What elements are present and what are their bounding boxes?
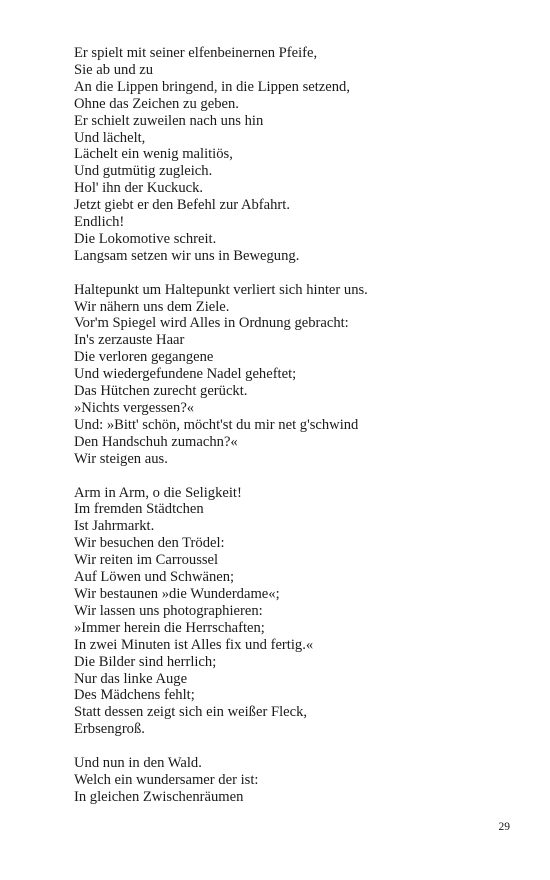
- poem-line: Ist Jahrmarkt.: [74, 518, 155, 535]
- poem-line: »Immer herein die Herrschaften;: [74, 619, 265, 636]
- poem-line: Wir reiten im Carroussel: [74, 552, 219, 569]
- stanza: [74, 755, 514, 806]
- poem-line: In gleichen Zwischenräumen: [74, 788, 244, 805]
- poem-line: Und: »Bitt' schön, möcht'st du mir net g'schwind: [74, 416, 359, 433]
- poem-line: Statt dessen zeigt sich ein weißer Fleck,: [74, 704, 308, 721]
- poem-line: Auf Löwen und Schwänen;: [74, 569, 235, 586]
- poem-line: Und nun in den Wald.: [74, 755, 202, 772]
- poem-line: Im fremden Städtchen: [74, 501, 204, 518]
- poem-line: Den Handschuh zumachn?«: [74, 433, 238, 450]
- poem-line: Und lächelt,: [74, 129, 146, 146]
- poem-line: Erbsengroß.: [74, 721, 145, 738]
- stanza: [74, 45, 514, 265]
- poem-line: Wir nähern uns dem Ziele.: [74, 298, 230, 315]
- poem-line: Des Mädchens fehlt;: [74, 687, 195, 704]
- poem-line: Wir lassen uns photographieren:: [74, 602, 263, 619]
- poem-line: Langsam setzen wir uns in Bewegung.: [74, 247, 300, 264]
- poem-line: Arm in Arm, o die Seligkeit!: [74, 484, 242, 501]
- poem-line: In zwei Minuten ist Alles fix und fertig.«: [74, 636, 314, 653]
- poem-line: Wir bestaunen »die Wunderdame«;: [74, 585, 280, 602]
- poem-line: Und wiedergefundene Nadel geheftet;: [74, 366, 297, 383]
- poem-line: Die Bilder sind herrlich;: [74, 653, 217, 670]
- poem-line: Hol' ihn der Kuckuck.: [74, 180, 204, 197]
- poem-line: Er schielt zuweilen nach uns hin: [74, 112, 264, 129]
- poem-line: Lächelt ein wenig malitiös,: [74, 146, 233, 163]
- poem-line: An die Lippen bringend, in die Lippen setzend,: [74, 78, 350, 95]
- poem-line: Und gutmütig zugleich.: [74, 163, 213, 180]
- poem-line: »Nichts vergessen?«: [74, 400, 195, 417]
- poem-line: Welch ein wundersamer der ist:: [74, 771, 259, 788]
- poem-line: In's zerzauste Haar: [74, 332, 185, 349]
- poem-line: Die verloren gegangene: [74, 349, 214, 366]
- stanza: [74, 485, 514, 739]
- poem-line: Er spielt mit seiner elfenbeinernen Pfeife,: [74, 45, 318, 61]
- poem-line: Jetzt giebt er den Befehl zur Abfahrt.: [74, 197, 290, 214]
- poem-line: Ohne das Zeichen zu geben.: [74, 95, 239, 112]
- poem-line: Das Hütchen zurecht gerückt.: [74, 383, 248, 400]
- poem-line: Endlich!: [74, 214, 125, 231]
- poem-line: Die Lokomotive schreit.: [74, 230, 217, 247]
- poem-line: Wir steigen aus.: [74, 450, 168, 467]
- poem-text: [74, 45, 514, 806]
- stanza: [74, 282, 514, 468]
- poem-line: Vor'm Spiegel wird Alles in Ordnung gebracht:: [74, 315, 349, 332]
- poem-line: Haltepunkt um Haltepunkt verliert sich hinter uns.: [74, 281, 368, 298]
- poem-line: Wir besuchen den Trödel:: [74, 535, 225, 552]
- page-number: 29: [498, 821, 510, 833]
- poem-line: Nur das linke Auge: [74, 670, 188, 687]
- poem-line: Sie ab und zu: [74, 61, 154, 78]
